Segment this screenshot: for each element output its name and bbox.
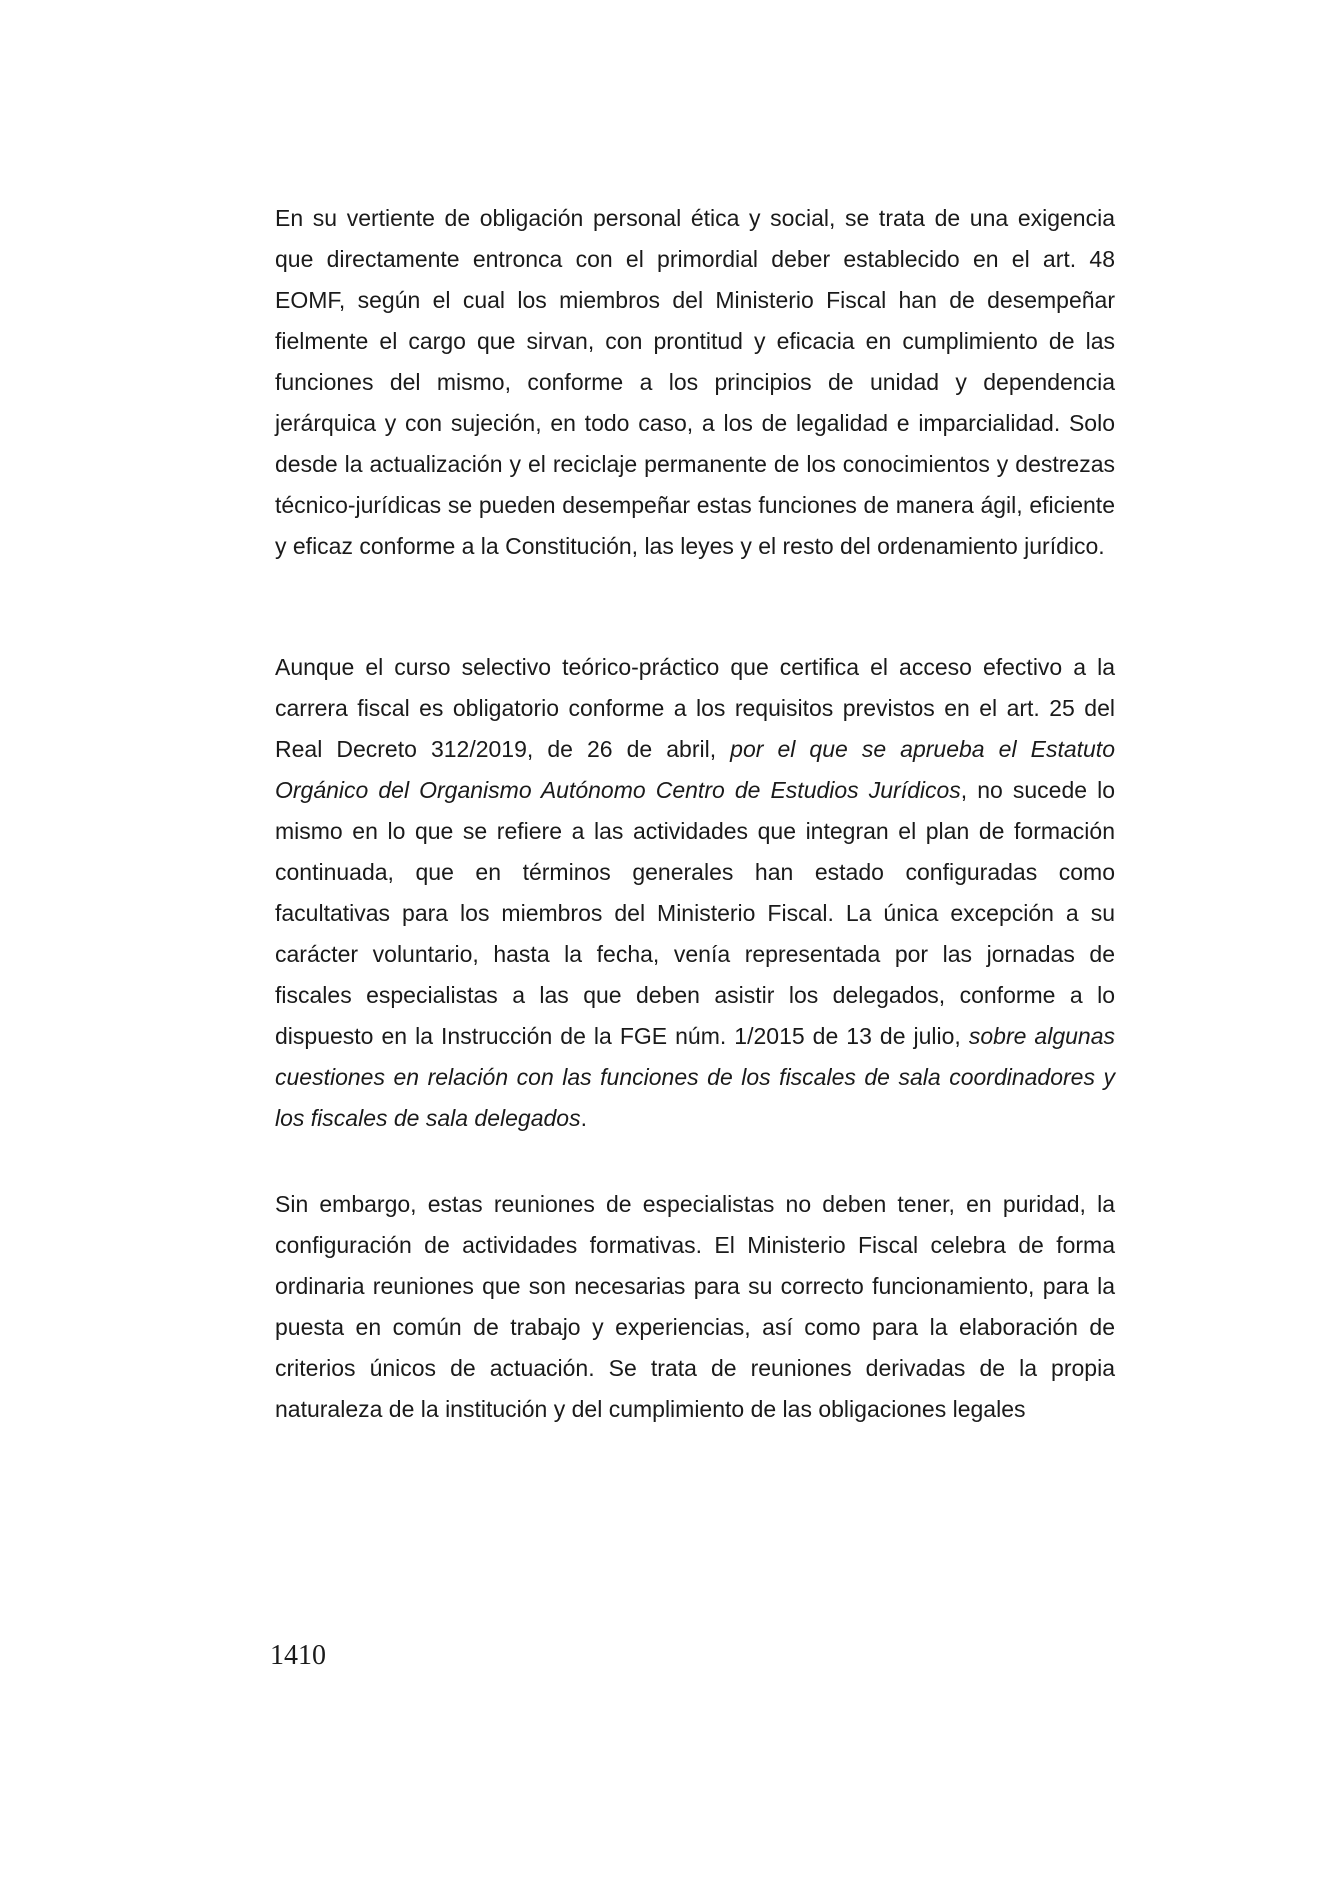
paragraph-obligation: En su vertiente de obligación personal ética y social, se trata de una exigencia que directamente entronca con el primordial deber establecido en el art. 48 EOMF, según el cual los miembros del Ministerio Fiscal han de desempeñar fielmente el cargo que sirvan, con prontitud y eficacia en cumplimiento de las funciones del mismo, conforme a los principios de unidad y dependencia jerárquica y con sujeción, en todo caso, a los de legalidad e imparcialidad. Solo desde la actualización y el reciclaje permanente de los conocimientos y destrezas técnico-jurídicas se pueden desempeñar estas funciones de manera ágil, eficiente y eficaz conforme a la Constitución, las leyes y el resto del ordenamiento jurídico. — [275, 205, 1115, 559]
paragraph-specialist-meetings: Sin embargo, estas reuniones de especialistas no deben tener, en puridad, la configuración de actividades formativas. El Ministerio Fiscal celebra de forma ordinaria reuniones que son necesarias para su correcto funcionamiento, para la puesta en común de trabajo y experiencias, así como para la elaboración de criterios únicos de actuación. Se trata de reuniones derivadas de la propia naturaleza de la institución y del cumplimiento de las obligaciones legales — [275, 1191, 1115, 1422]
page-number: 1410 — [270, 1640, 326, 1671]
paragraph-text-segment: . — [580, 1105, 587, 1131]
paragraph-selective-course — [275, 647, 1115, 1139]
paragraph-text-segment: Aunque el curso selectivo teórico-práctico que certifica el acceso efectivo a la carrera fiscal es obligatorio conforme a los requisitos previstos en el art. 25 del Real Decreto 312/2019, de 26 de abril, — [275, 654, 1115, 762]
paragraph-text-segment: , no sucede lo mismo en lo que se refiere a las actividades que integran el plan de formación continuada, que en términos generales han estado configuradas como facultativas para los miembros del Ministerio Fiscal. La única excepción a su carácter voluntario, hasta la fecha, venía representada por las jornadas de fiscales especialistas a las que deben asistir los delegados, conforme a lo dispuesto en la Instrucción de la FGE núm. 1/2015 de 13 de julio, — [275, 777, 1115, 1049]
instruction-title-italic: sobre algunas cuestiones en relación con las funciones de los fiscales de sala coordinadores y los fiscales de sala delegados — [275, 1023, 1115, 1131]
decree-title-italic: por el que se aprueba el Estatuto Orgánico del Organismo Autónomo Centro de Estudios Jurídicos — [275, 736, 1115, 803]
